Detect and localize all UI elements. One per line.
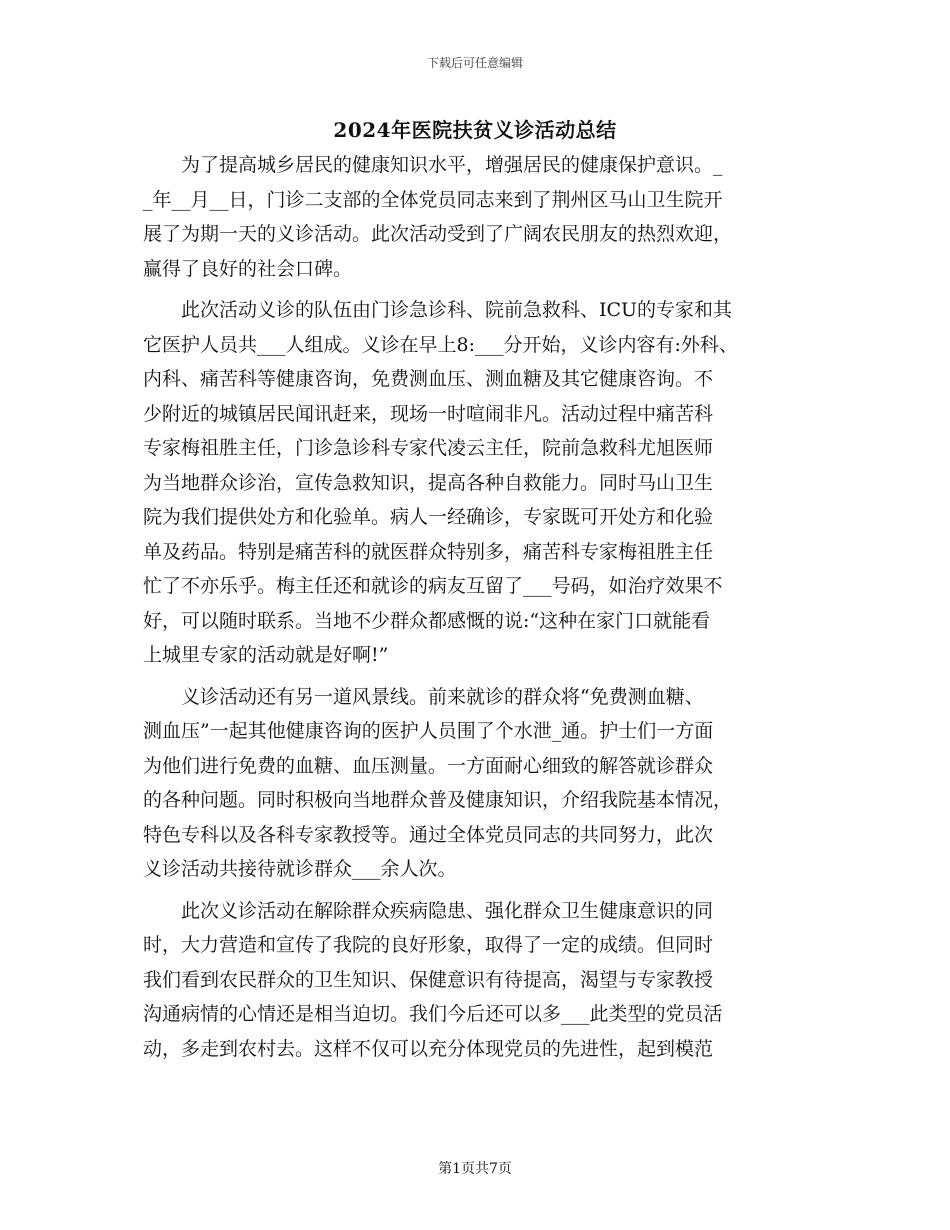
paragraph-line: 少附近的城镇居民闻讯赶来，现场一时喧闹非凡。活动过程中痛苦科	[143, 402, 714, 425]
paragraph-spacer	[143, 887, 813, 894]
paragraph	[143, 293, 813, 673]
paragraph-line: 时，大力营造和宣传了我院的良好形象，取得了一定的成绩。但同时	[143, 934, 714, 956]
paragraph-line: 单及药品。特别是痛苦科的就医群众特别多，痛苦科专家梅祖胜主任	[143, 540, 714, 563]
paragraph	[143, 680, 813, 887]
paragraph-line: 为他们进行免费的血糖、血压测量。一方面耐心细致的解答就诊群众	[143, 754, 714, 777]
paragraph-line: 动，多走到农村去。这样不仅可以充分体现党员的先进性，起到模范	[143, 1037, 714, 1060]
paragraph-line: 内科、痛苦科等健康咨询，免费测血压、测血糖及其它健康咨询。不	[143, 368, 714, 390]
paragraph-line: 为当地群众诊治，宣传急救知识，提高各种自救能力。同时马山卫生	[143, 471, 714, 494]
paragraph-line: _年__月__日，门诊二支部的全体党员同志来到了荆州区马山卫生院开	[143, 188, 723, 211]
paragraph-line: 展了为期一天的义诊活动。此次活动受到了广阔农民朋友的热烈欢迎，	[143, 223, 733, 245]
paragraph-line: 义诊活动还有另一道风景线。前来就诊的群众将“免费测血糖、	[143, 685, 704, 708]
paragraph-line: 为了提高城乡居民的健康知识水平，增强居民的健康保护意识。_	[143, 154, 723, 176]
paragraph-line: 此次活动义诊的队伍由门诊急诊科、院前急救科、ICU的专家和其	[143, 299, 733, 321]
paragraph-line: 此次义诊活动在解除群众疾病隐患、强化群众卫生健康意识的同	[143, 899, 714, 922]
paragraph	[143, 894, 813, 1067]
page-header-note: 下载后可任意编辑	[426, 56, 523, 70]
page-number-footer: 第1页共7页	[438, 1161, 512, 1177]
paragraph-line: 专家梅祖胜主任，门诊急诊科专家代凌云主任，院前急救科尤旭医师	[143, 437, 714, 459]
document-body	[143, 148, 813, 1066]
paragraph-line: 院为我们提供处方和化验单。病人一经确诊，专家既可开处方和化验	[143, 506, 714, 528]
paragraph-line: 它医护人员共___人组成。义诊在早上8:___分开始，义诊内容有:外科、	[143, 333, 738, 356]
paragraph-line: 赢得了良好的社会口碑。	[143, 257, 353, 280]
paragraph-spacer	[143, 673, 813, 680]
paragraph-line: 好，可以随时联系。当地不少群众都感慨的说:“这种在家门口就能看	[143, 609, 711, 632]
paragraph	[143, 148, 813, 286]
paragraph-spacer	[143, 286, 813, 293]
paragraph-line: 的各种问题。同时积极向当地群众普及健康知识，介绍我院基本情况，	[143, 789, 733, 811]
paragraph-line: 忙了不亦乐乎。梅主任还和就诊的病友互留了___号码，如治疗效果不	[143, 575, 723, 597]
paragraph-line: 沟通病情的心情还是相当迫切。我们今后还可以多___此类型的党员活	[143, 1003, 723, 1025]
paragraph-line: 我们看到农民群众的卫生知识、保健意识有待提高，渴望与专家教授	[143, 968, 714, 991]
paragraph-line: 上城里专家的活动就是好啊!”	[143, 644, 389, 666]
document-title: 2024年医院扶贫义诊活动总结	[333, 118, 617, 142]
paragraph-line: 测血压”一起其他健康咨询的医护人员围了个水泄_通。护士们一方面	[143, 720, 714, 742]
paragraph-line: 特色专科以及各科专家教授等。通过全体党员同志的共同努力，此次	[143, 823, 714, 846]
paragraph-line: 义诊活动共接待就诊群众___余人次。	[143, 858, 457, 880]
